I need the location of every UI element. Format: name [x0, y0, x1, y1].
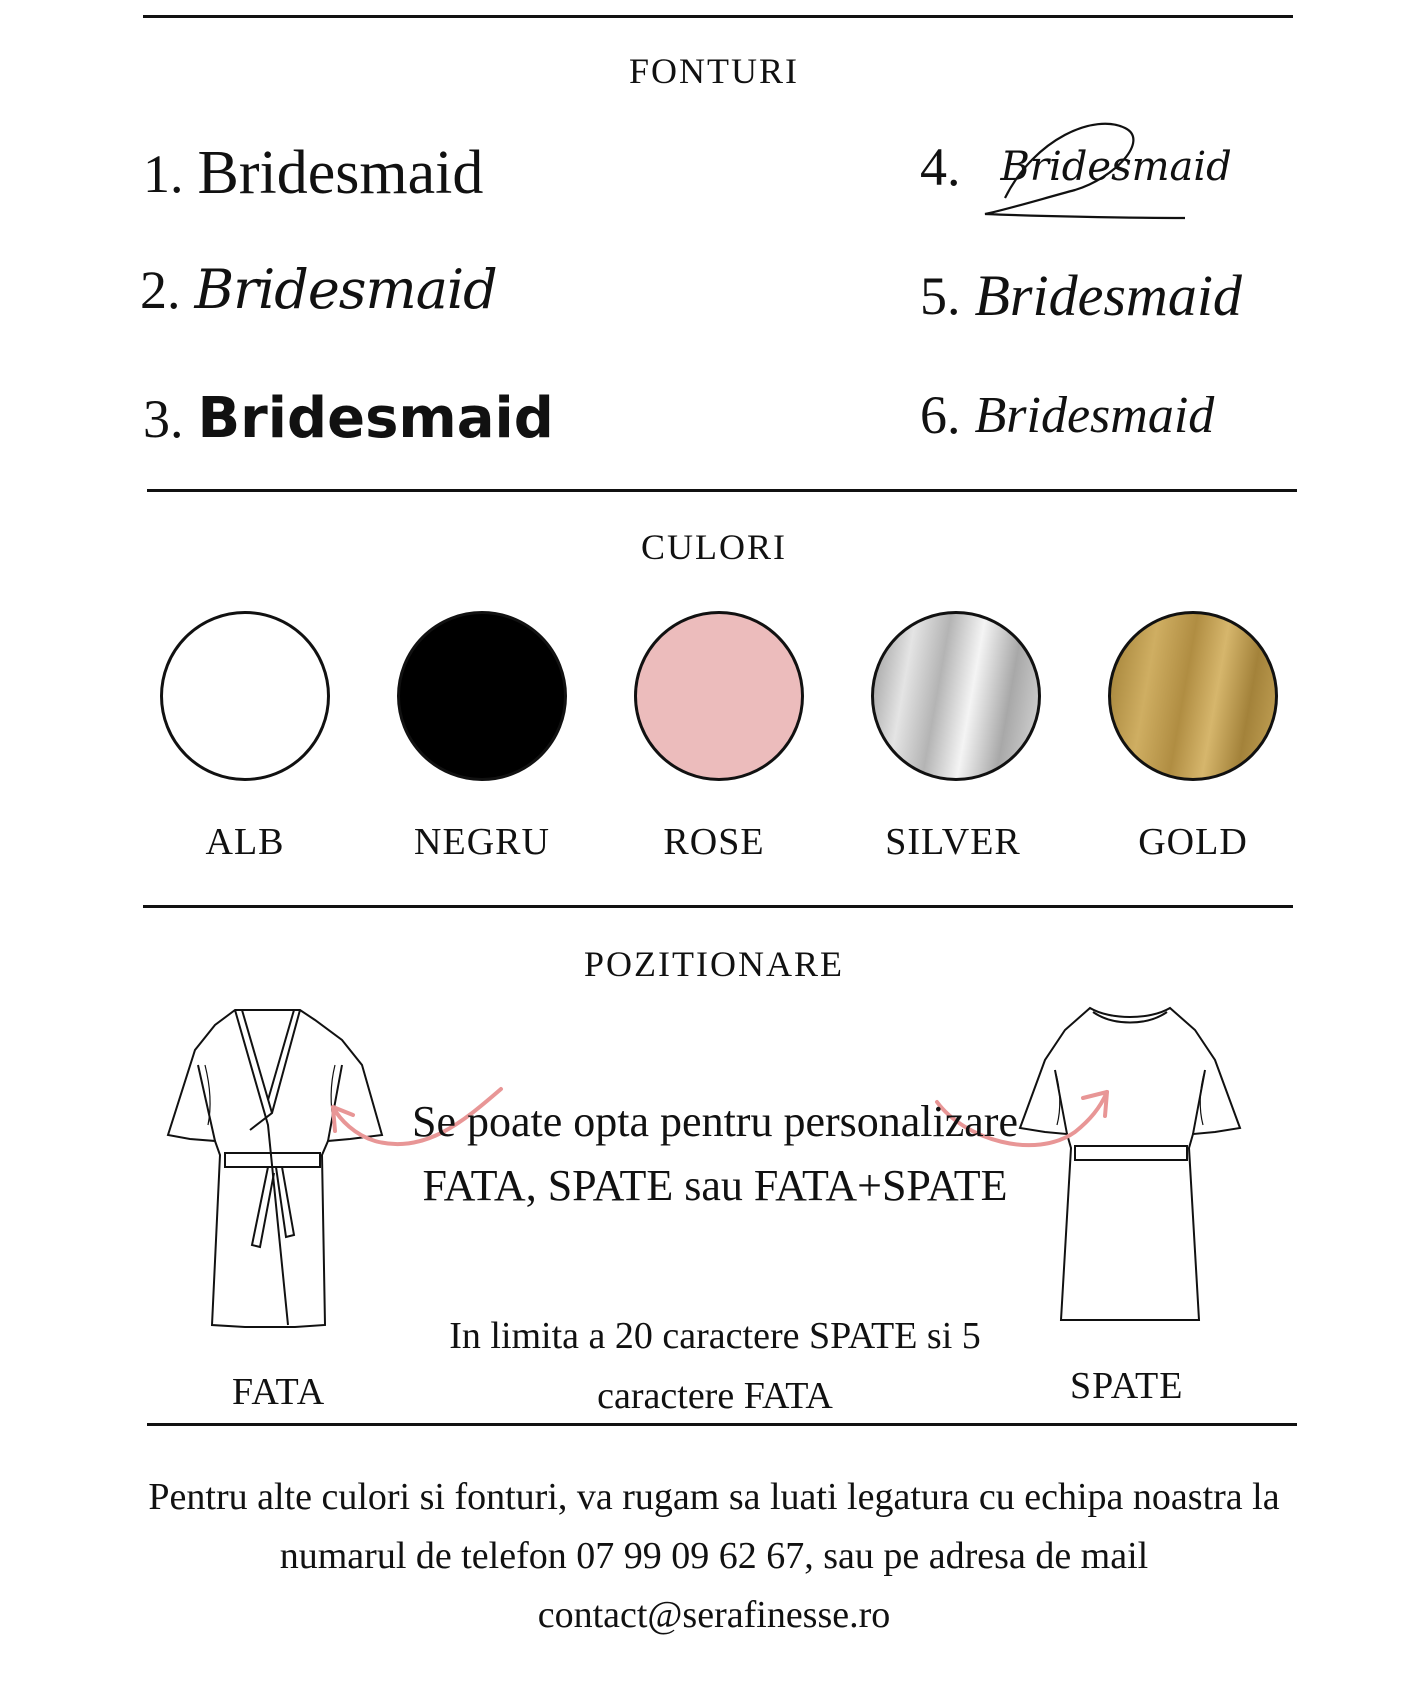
back-label: SPATE: [1070, 1365, 1184, 1407]
font-option-2: [140, 258, 497, 321]
divider-positioning: [147, 1423, 1297, 1426]
swatch-rose[interactable]: [634, 611, 804, 781]
font-number: 3.: [143, 388, 184, 449]
color-label-gold: GOLD: [1138, 821, 1248, 863]
robe-front-icon: [160, 1005, 390, 1335]
contact-footer: Pentru alte culori si fonturi, va rugam sa luati legatura cu echipa noastra la numarul de telefon 07 99 09 62 67, sau pe adresa de mail contact@serafinesse.ro: [148, 1476, 1280, 1636]
font-sample: Bridesmaid: [197, 139, 484, 207]
swatch-gold[interactable]: [1108, 611, 1278, 781]
font-4-flourish: [975, 118, 1265, 238]
character-limit-message: In limita a 20 caractere SPATE si 5 caractere FATA: [449, 1315, 981, 1417]
swatch-alb[interactable]: [160, 611, 330, 781]
swatch-silver[interactable]: [871, 611, 1041, 781]
color-label-silver: SILVER: [885, 821, 1021, 863]
font-sample: Bridesmaid: [1000, 144, 1232, 190]
divider-top: [143, 15, 1293, 18]
font-option-5: [920, 262, 1242, 329]
fonts-heading: FONTURI: [628, 51, 799, 91]
swatch-negru[interactable]: [397, 611, 567, 781]
color-label-rose: ROSE: [663, 821, 765, 863]
font-number: 5.: [920, 265, 961, 326]
color-label-negru: NEGRU: [414, 821, 550, 863]
font-number: 6.: [920, 385, 961, 445]
colors-heading: CULORI: [641, 527, 787, 567]
font-sample: Bridesmaid: [197, 386, 554, 451]
front-label: FATA: [232, 1371, 326, 1413]
font-number: 4.: [920, 137, 961, 197]
positioning-heading: POZITIONARE: [584, 944, 844, 984]
color-label-alb: ALB: [205, 821, 285, 863]
divider-fonts: [147, 489, 1297, 492]
font-number: 1.: [143, 143, 184, 204]
divider-colors: [143, 905, 1293, 908]
font-option-6: [920, 384, 1214, 446]
font-sample: Bridesmaid: [194, 258, 497, 321]
font-sample: Bridesmaid: [974, 263, 1242, 328]
font-sample: Bridesmaid: [974, 386, 1215, 444]
font-option-3: [143, 386, 554, 451]
personalization-message: Se poate opta pentru personalizare FATA, SPATE sau FATA+SPATE: [412, 1097, 1018, 1210]
font-number: 2.: [140, 259, 181, 320]
font-option-1: [143, 138, 483, 209]
